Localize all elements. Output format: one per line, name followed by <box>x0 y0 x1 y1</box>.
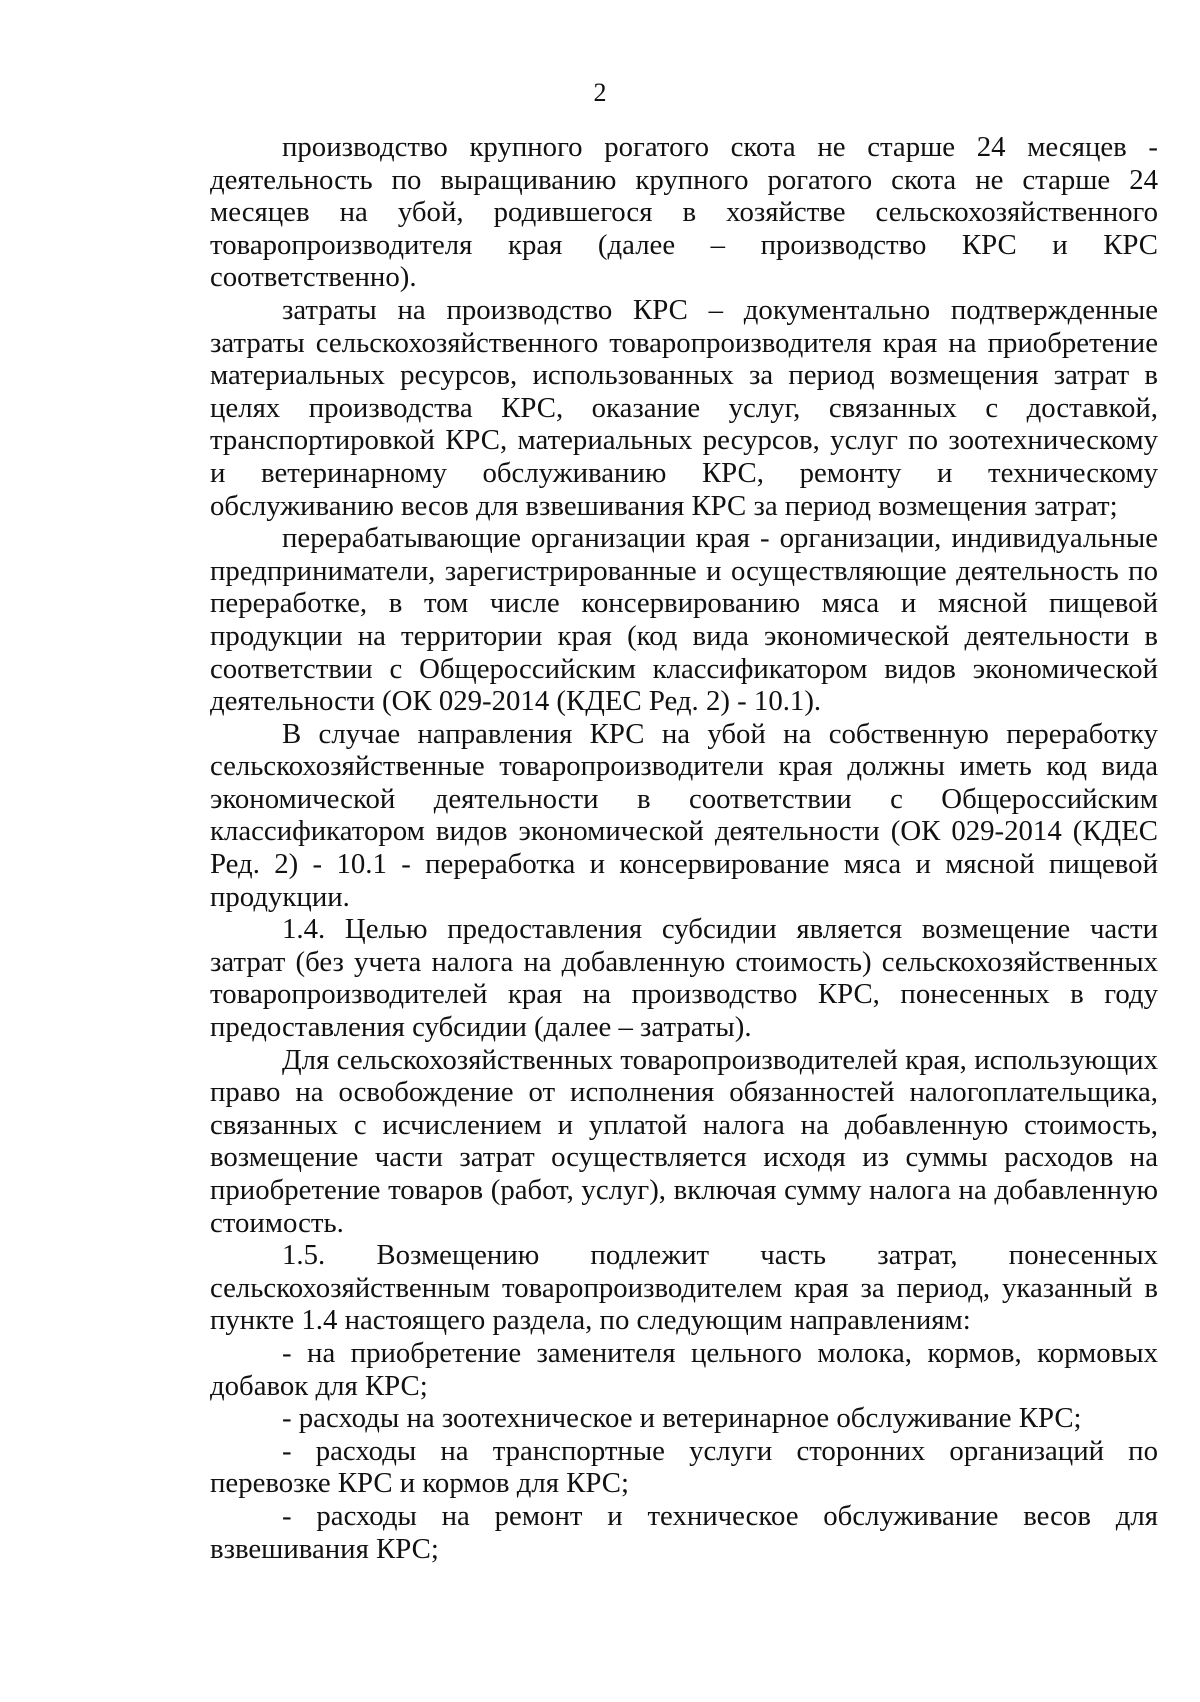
paragraph-1-4: 1.4. Целью предоставления субсидии является возмещение части затрат (без учета налога на добавленную стоимость) сельскохозяйственных товаропроизводителей края на производство КРС, понесенных в году предоставления субсидии (далее – затраты). <box>210 913 1158 1044</box>
list-item-transport: - расходы на транспортные услуги сторонних организаций по перевозке КРС и кормов для КРС; <box>210 1434 1158 1500</box>
list-item-veterinary: - расходы на зоотехническое и ветеринарное обслуживание КРС; <box>282 1402 1082 1435</box>
list-item-scales: - расходы на ремонт и техническое обслуживание весов для взвешивания КРС; <box>210 1499 1158 1565</box>
document-body <box>210 131 1158 1565</box>
paragraph-definition-processing-orgs: перерабатывающие организации края - организации, индивидуальные предприниматели, зарегистрированные и осуществляющие деятельность по переработке, в том числе консервированию мяса и мясной пищевой продукции на территории края (код вида экономической деятельности в соответствии с Общероссийским классификатором видов экономической деятельности (ОК 029-2014 (КДЕС Ред. 2) - 10.1). <box>210 522 1158 718</box>
paragraph-definition-costs: затраты на производство КРС – документально подтвержденные затраты сельскохозяйственного товаропроизводителя края на приобретение материальных ресурсов, использованных за период возмещения затрат в целях производства КРС, оказание услуг, связанных с доставкой, транспортировкой КРС, материальных ресурсов, услуг по зоотехническому и ветеринарному обслуживанию КРС, ремонту и техническому обслуживанию весов для взвешивания КРС за период возмещения затрат; <box>210 293 1158 522</box>
page-number: 2 <box>593 78 607 107</box>
paragraph-own-processing: В случае направления КРС на убой на собственную переработку сельскохозяйственные товаропроизводители края должны иметь код вида экономической деятельности в соответствии с Общероссийским классификатором видов экономической деятельности (ОК 029-2014 (КДЕС Ред. 2) - 10.1 - переработка и консервирование мяса и мясной пищевой продукции. <box>210 717 1158 913</box>
list-item-feed: - на приобретение заменителя цельного молока, кормов, кормовых добавок для КРС; <box>210 1336 1158 1402</box>
paragraph-definition-production: производство крупного рогатого скота не старше 24 месяцев - деятельность по выращиванию крупного рогатого скота не старше 24 месяцев на убой, родившегося в хозяйстве сельскохозяйственного товаропроизводителя края (далее – производство КРС и КРС соответственно). <box>210 131 1158 294</box>
paragraph-vat-exempt: Для сельскохозяйственных товаропроизводителей края, использующих право на освобождение от исполнения обязанностей налогоплательщика, связанных с исчислением и уплатой налога на добавленную стоимость, возмещение части затрат осуществляется исходя из суммы расходов на приобретение товаров (работ, услуг), включая сумму налога на добавленную стоимость. <box>210 1043 1158 1239</box>
paragraph-1-5: 1.5. Возмещению подлежит часть затрат, понесенных сельскохозяйственным товаропроизводителем края за период, указанный в пункте 1.4 настоящего раздела, по следующим направлениям: <box>210 1239 1158 1337</box>
